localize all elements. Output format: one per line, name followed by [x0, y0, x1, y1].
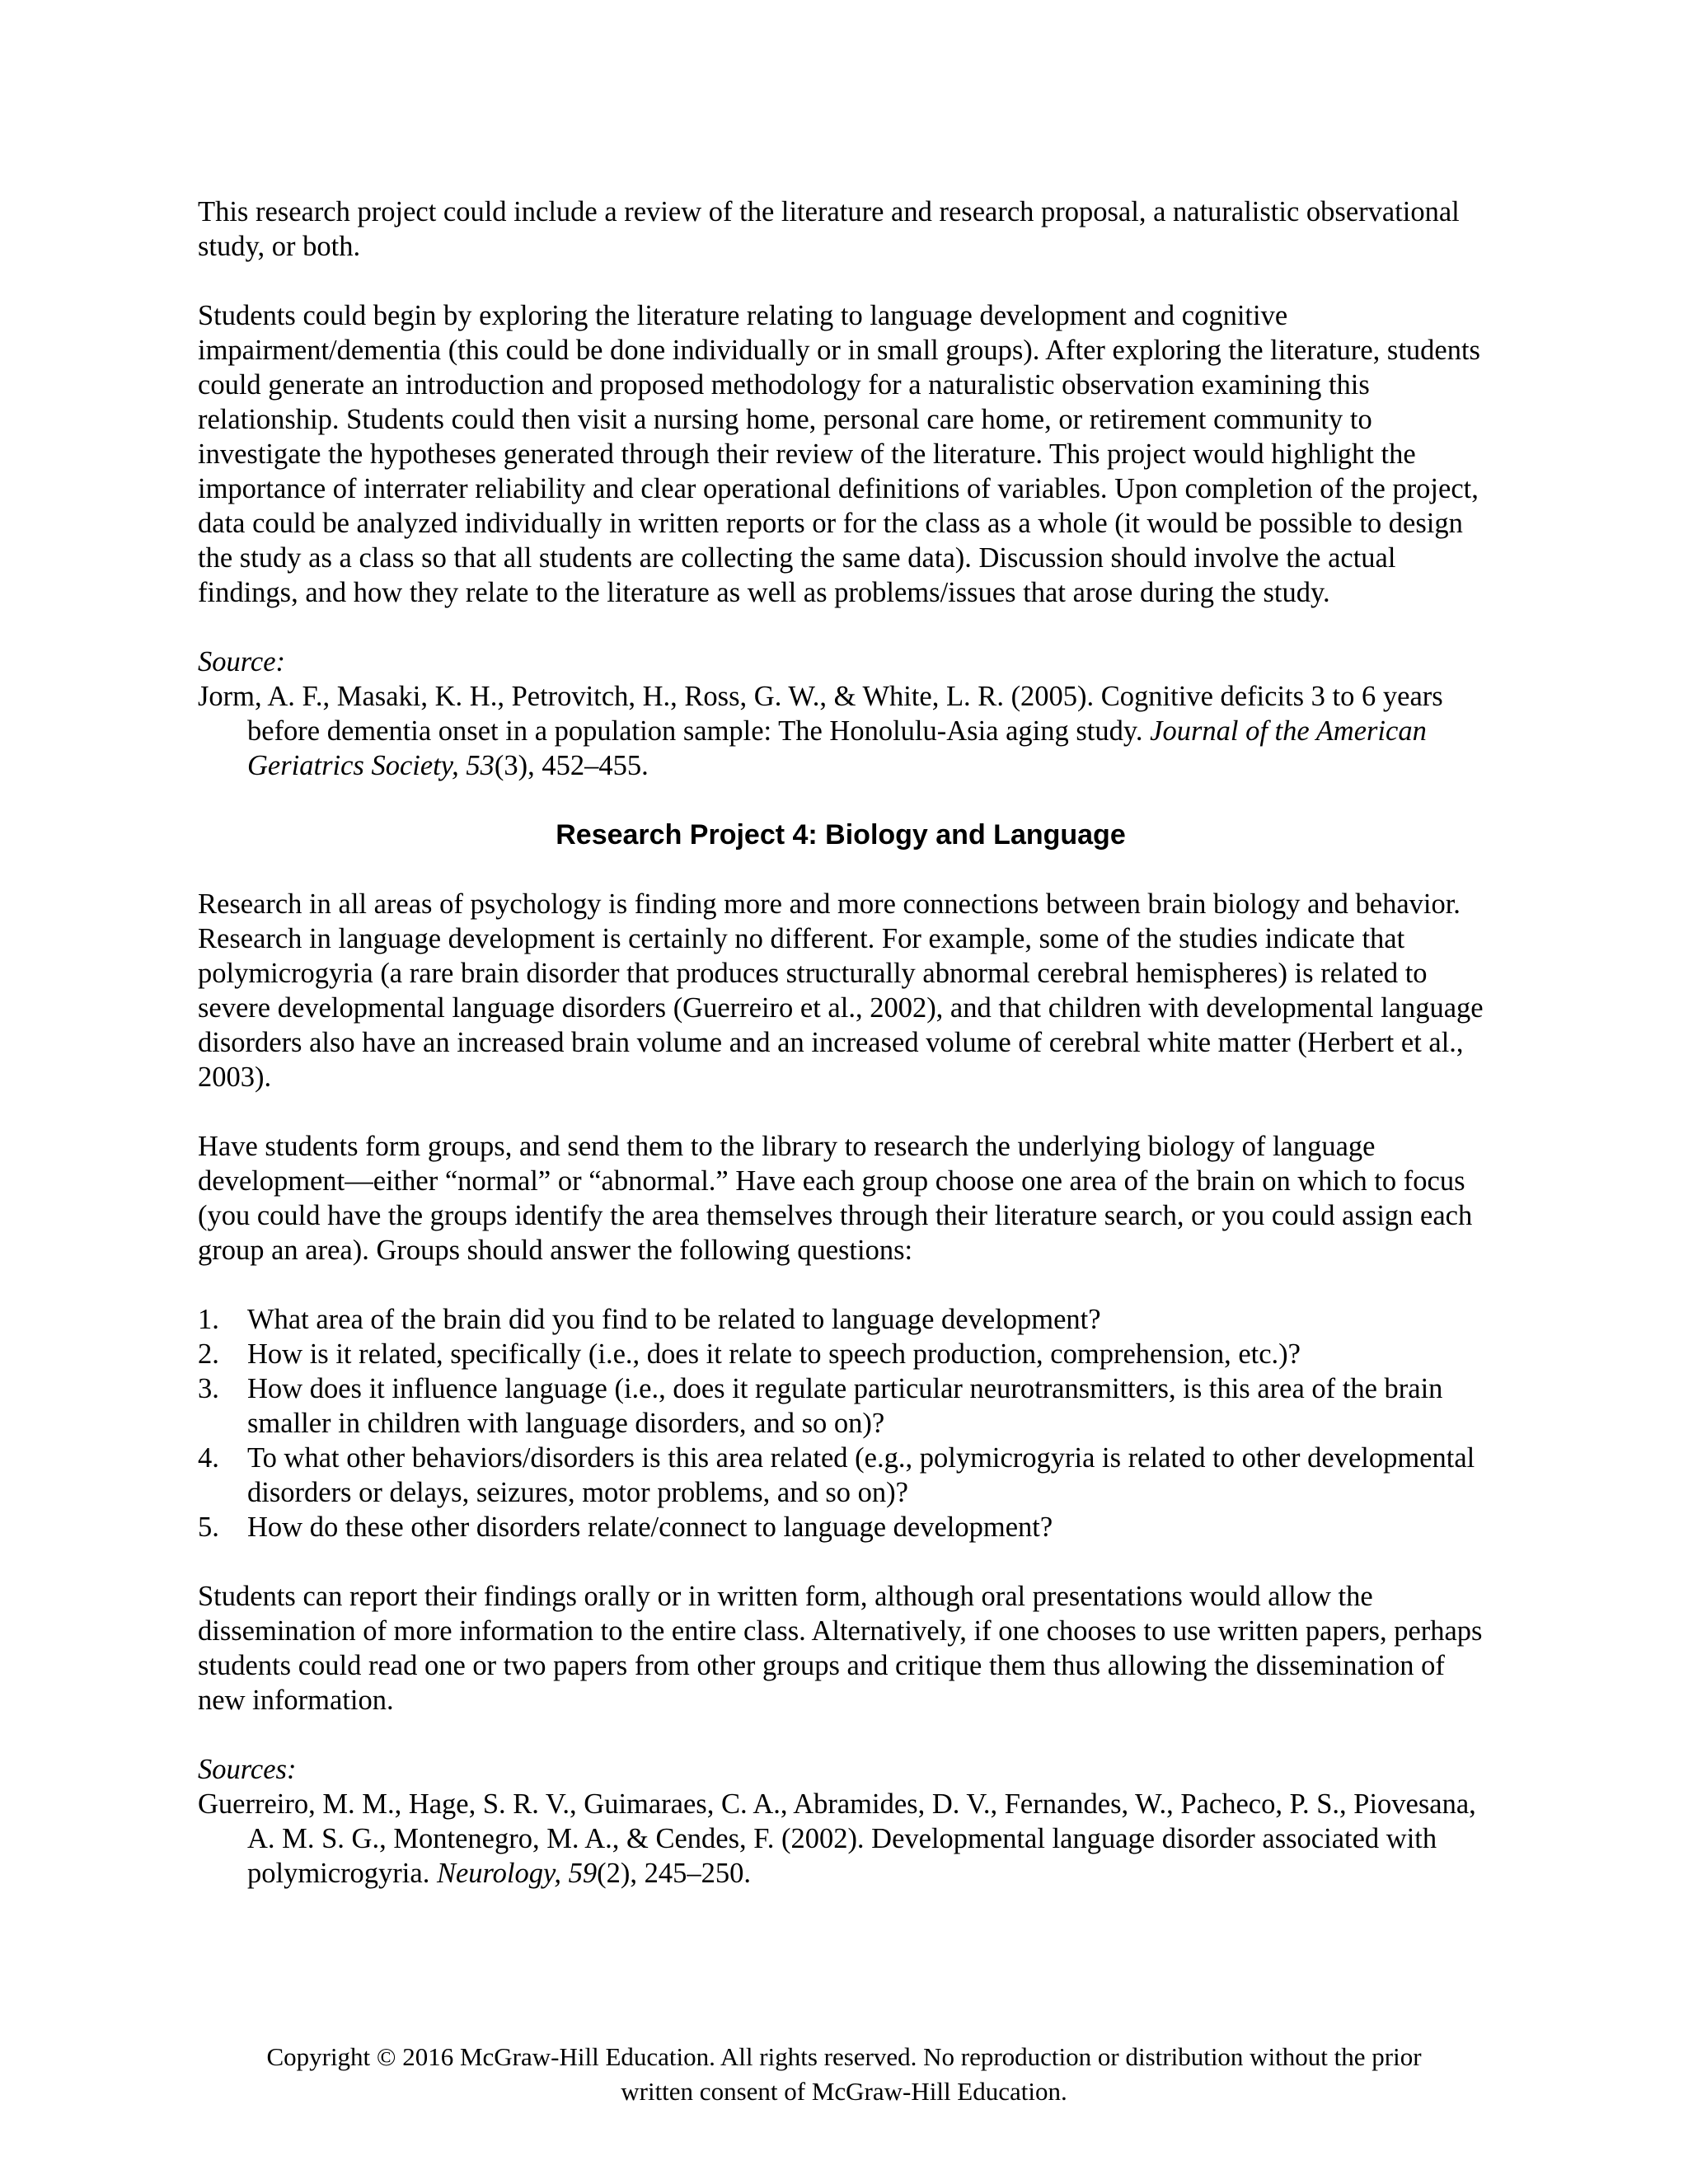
reference-journal: Neurology, 59 — [436, 1858, 598, 1889]
reference-issue-pages: (2), 245–250. — [597, 1858, 752, 1889]
list-item-number: 5. — [198, 1511, 219, 1543]
reference-text: Guerreiro, M. M., Hage, S. R. V., Guimaraes, C. A., Abramides, D. V., Fernandes, W., Pacheco, P. S., Piovesana, A. M. S. G., Montenegro, M. A., & Cendes, F. (2002). Developmental language disorder associated with polymicrogyria. — [198, 1788, 1476, 1889]
intro-paragraph-2: Students could begin by exploring the literature relating to language development and cognitive impairment/dementia (this could be done individually or in small groups). After exploring the literature, students could generate an introduction and proposed methodology for a naturalistic observation examining this relationship. Students could then visit a nursing home, personal care home, or retirement community to investigate the hypotheses generated through their review of the literature. This project would highlight the importance of interrater reliability and clear operational definitions of variables. Upon completion of the project, data could be analyzed individually in written reports or for the class as a whole (it would be possible to design the study as a class so that all students are collecting the same data). Discussion should involve the actual findings, and how they relate to the literature as well as problems/issues that arose during the study. — [198, 300, 1480, 608]
list-item — [198, 1302, 1484, 1337]
reference-issue-pages: (3), 452–455. — [494, 750, 649, 781]
reference-text: Jorm, A. F., Masaki, K. H., Petrovitch, H., Ross, G. W., & White, L. R. (2005). Cognitive deficits 3 to 6 years before dementia onset in a population sample: The Honolulu-Asia aging study. — [198, 681, 1443, 747]
footer-line-1: Copyright © 2016 McGraw-Hill Education. All rights reserved. No reproduction or distribution without the prior — [266, 2042, 1422, 2071]
document-page — [198, 194, 1484, 1925]
list-item-number: 1. — [198, 1304, 219, 1335]
project4-paragraph-3: Students can report their findings orally or in written form, although oral presentations would allow the dissemination of more information to the entire class. Alternatively, if one chooses to use written papers, perhaps students could read one or two papers from other groups and critique them thus allowing the dissemination of new information. — [198, 1581, 1483, 1716]
list-item-text: How does it influence language (i.e., does it regulate particular neurotransmitters, is this area of the brain smaller in children with language disorders, and so on)? — [247, 1373, 1443, 1439]
source-block-1 — [198, 644, 1484, 783]
list-item — [198, 1441, 1484, 1510]
project4-paragraph-1: Research in all areas of psychology is finding more and more connections between brain biology and behavior. Research in language development is certainly no different. For example, some of the studies indicate that polymicrogyria (a rare brain disorder that produces structurally abnormal cerebral hemispheres) is related to severe developmental language disorders (Guerreiro et al., 2002), and that children with developmental language disorders also have an increased brain volume and an increased volume of cerebral white matter (Herbert et al., 2003). — [198, 888, 1484, 1093]
section-heading: Research Project 4: Biology and Language — [556, 819, 1126, 851]
source-block-2 — [198, 1752, 1484, 1891]
list-item-number: 2. — [198, 1338, 219, 1370]
reference-guerreiro — [198, 1787, 1484, 1891]
list-item — [198, 1337, 1484, 1371]
source-label: Source: — [198, 646, 286, 677]
copyright-footer — [0, 2040, 1688, 2109]
list-item — [198, 1510, 1484, 1544]
list-item-text: To what other behaviors/disorders is this area related (e.g., polymicrogyria is related to other developmental disorders or delays, seizures, motor problems, and so on)? — [247, 1442, 1475, 1508]
list-item-number: 3. — [198, 1373, 219, 1404]
project4-paragraph-2: Have students form groups, and send them to the library to research the underlying biology of language development—either “normal” or “abnormal.” Have each group choose one area of the brain on which to focus (you could have the groups identify the area themselves through their literature search, or you could assign each group an area). Groups should answer the following questions: — [198, 1131, 1473, 1266]
intro-paragraph-1: This research project could include a review of the literature and research proposal, a naturalistic observational study, or both. — [198, 196, 1460, 262]
questions-list — [198, 1302, 1484, 1544]
list-item-text: How do these other disorders relate/connect to language development? — [247, 1511, 1053, 1543]
reference-jorm — [198, 679, 1484, 783]
reference-journal: Journal of the American Geriatrics Society, 53 — [247, 715, 1427, 781]
list-item — [198, 1371, 1484, 1441]
sources-label: Sources: — [198, 1754, 297, 1785]
footer-line-2: written consent of McGraw-Hill Education. — [621, 2077, 1067, 2106]
list-item-text: How is it related, specifically (i.e., does it relate to speech production, comprehension, etc.)? — [247, 1338, 1301, 1370]
list-item-number: 4. — [198, 1442, 219, 1474]
list-item-text: What area of the brain did you find to be related to language development? — [247, 1304, 1101, 1335]
